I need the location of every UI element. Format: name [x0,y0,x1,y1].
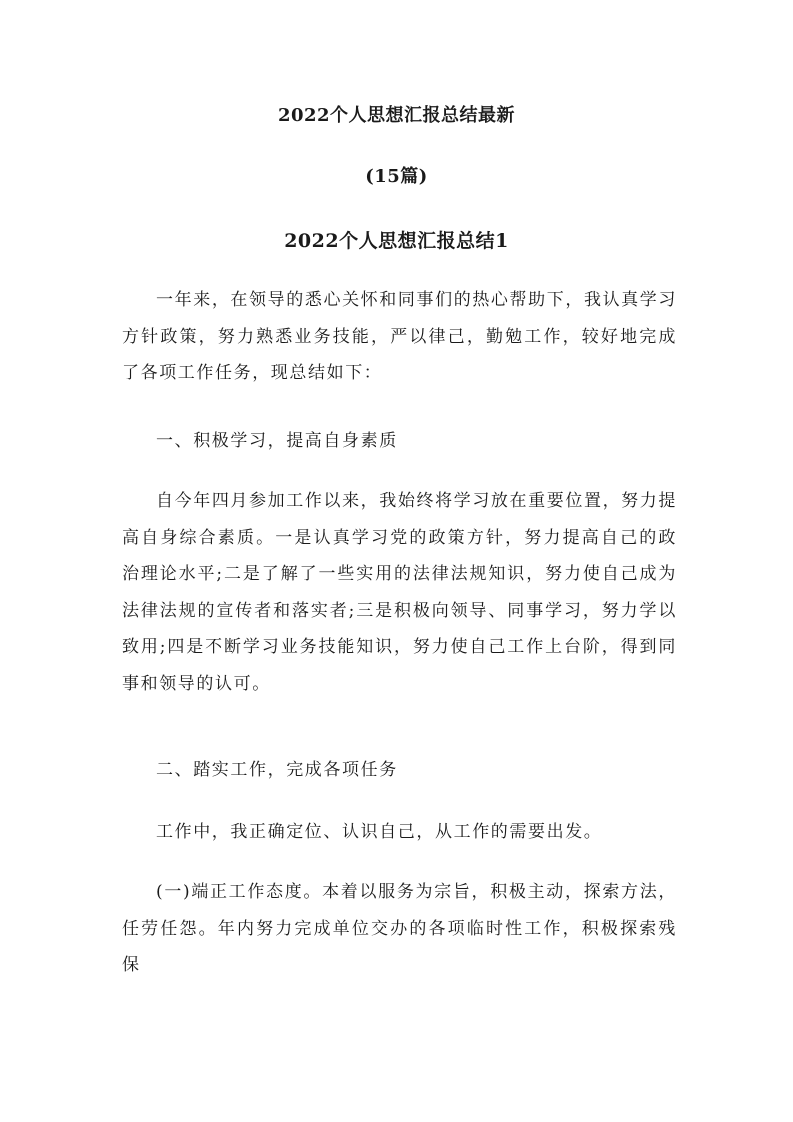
document-title: 2022个人思想汇报总结最新 [277,105,516,126]
paragraph-study: 自今年四月参加工作以来，我始终将学习放在重要位置，努力提高自身综合素质。一是认真学习党的政策方针，努力提高自己的政治理论水平;二是了解了一些实用的法律法规知识，努力使自己成为法律法规的宣传者和落实者;三是积极向领导、同事学习，努力学以致用;四是不断学习业务技能知识，努力使自己工作上台阶，得到同事和领导的认可。 [122,491,677,694]
paragraph-work-intro: 工作中，我正确定位、认识自己，从工作的需要出发。 [156,822,603,842]
section-title: 2022个人思想汇报总结1 [284,230,509,252]
paragraph-intro: 一年来，在领导的悉心关怀和同事们的热心帮助下，我认真学习方针政策，努力熟悉业务技能，严以律己，勤勉工作，较好地完成了各项工作任务，现总结如下： [122,290,677,383]
paragraph-attitude: (一)端正工作态度。本着以服务为宗旨，积极主动，探索方法，任劳任怨。年内努力完成单位交办的各项临时性工作，积极探索残保 [122,882,677,975]
document-title-count: (15篇) [365,166,428,187]
heading-work: 二、踏实工作，完成各项任务 [156,760,398,780]
heading-study: 一、积极学习，提高自身素质 [156,431,398,451]
